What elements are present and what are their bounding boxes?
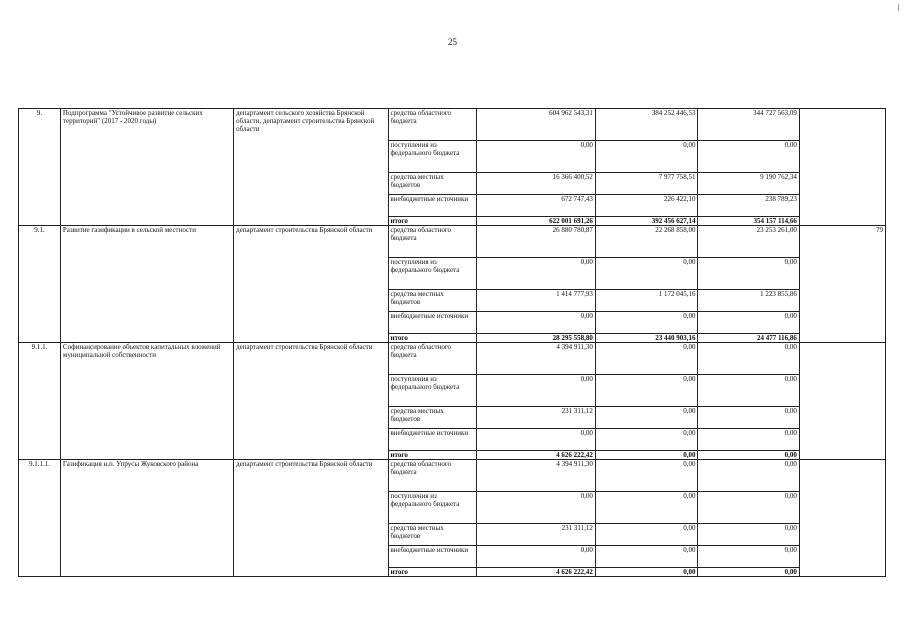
funding-source: итого	[388, 217, 476, 226]
amount-year-1: 0,00	[476, 429, 595, 451]
amount-year-2: 1 172 045,16	[595, 290, 698, 312]
amount-year-1: 231 311,12	[476, 524, 595, 546]
amount-year-3: 0,00	[698, 429, 799, 451]
amount-year-1: 0,00	[476, 141, 595, 173]
indicator-code	[799, 460, 885, 577]
funding-source: внебюджетные источники	[388, 546, 476, 568]
amount-year-3: 0,00	[698, 492, 799, 524]
funding-source: средства местных бюджетов	[388, 290, 476, 312]
amount-year-2: 0,00	[595, 343, 698, 375]
funding-source: внебюджетные источники	[388, 195, 476, 217]
amount-year-3: 238 789,23	[698, 195, 799, 217]
funding-source: средства областного бюджета	[388, 109, 476, 141]
amount-year-2: 0,00	[595, 407, 698, 429]
executor-cell: департамент строительства Брянской области	[234, 226, 388, 343]
funding-source: поступления из федерального бюджета	[388, 258, 476, 290]
funding-source: итого	[388, 451, 476, 460]
item-number: 9.1.1.	[19, 343, 61, 460]
amount-year-3: 0,00	[698, 451, 799, 460]
indicator-code	[799, 109, 885, 226]
amount-year-2: 0,00	[595, 258, 698, 290]
amount-year-3: 0,00	[698, 141, 799, 173]
amount-year-1: 16 366 400,52	[476, 173, 595, 195]
amount-year-3: 0,00	[698, 375, 799, 407]
amount-year-1: 1 414 777,93	[476, 290, 595, 312]
item-name: Софинансирование объектов капитальных вложений муниципальной собственности	[60, 343, 233, 460]
amount-year-3: 0,00	[698, 343, 799, 375]
amount-year-3: 1 223 855,86	[698, 290, 799, 312]
amount-year-2: 0,00	[595, 460, 698, 492]
funding-source: поступления из федерального бюджета	[388, 141, 476, 173]
amount-year-3: 0,00	[698, 546, 799, 568]
amount-year-2: 226 422,10	[595, 195, 698, 217]
amount-year-1: 231 311,12	[476, 407, 595, 429]
amount-year-1: 28 295 558,80	[476, 334, 595, 343]
funding-source: средства областного бюджета	[388, 226, 476, 258]
amount-year-1: 0,00	[476, 312, 595, 334]
amount-year-2: 0,00	[595, 312, 698, 334]
funding-source: средства местных бюджетов	[388, 173, 476, 195]
funding-source: итого	[388, 334, 476, 343]
item-number: 9.1.1.1.	[19, 460, 61, 577]
amount-year-3: 0,00	[698, 312, 799, 334]
amount-year-2: 22 268 858,00	[595, 226, 698, 258]
amount-year-1: 4 626 222,42	[476, 568, 595, 577]
table-row	[19, 226, 886, 258]
amount-year-2: 0,00	[595, 375, 698, 407]
indicator-code	[799, 343, 885, 460]
item-name: Развитие газификации в сельской местности	[60, 226, 233, 343]
funding-source: внебюджетные источники	[388, 429, 476, 451]
executor-cell: департамент сельского хозяйства Брянской области, департамент строительства Брянской области	[234, 109, 388, 226]
budget-table-body	[19, 109, 886, 577]
amount-year-2: 392 456 627,14	[595, 217, 698, 226]
item-name: Газификация н.п. Упрусы Жуковского района	[60, 460, 233, 577]
amount-year-2: 0,00	[595, 568, 698, 577]
amount-year-3: 0,00	[698, 568, 799, 577]
amount-year-1: 4 626 222,42	[476, 451, 595, 460]
amount-year-2: 0,00	[595, 451, 698, 460]
indicator-code: 79	[799, 226, 885, 343]
amount-year-3: 24 477 116,86	[698, 334, 799, 343]
amount-year-1: 0,00	[476, 546, 595, 568]
amount-year-1: 672 747,43	[476, 195, 595, 217]
funding-source: поступления из федерального бюджета	[388, 375, 476, 407]
amount-year-3: 9 190 762,34	[698, 173, 799, 195]
amount-year-3: 344 727 563,09	[698, 109, 799, 141]
amount-year-1: 0,00	[476, 492, 595, 524]
funding-source: средства местных бюджетов	[388, 407, 476, 429]
table-row	[19, 109, 886, 141]
funding-source: итого	[388, 568, 476, 577]
amount-year-3: 0,00	[698, 460, 799, 492]
amount-year-2: 23 440 903,16	[595, 334, 698, 343]
budget-table	[18, 108, 886, 577]
amount-year-2: 0,00	[595, 492, 698, 524]
amount-year-2: 0,00	[595, 546, 698, 568]
amount-year-2: 0,00	[595, 524, 698, 546]
item-number: 9.1.	[19, 226, 61, 343]
amount-year-3: 23 253 261,00	[698, 226, 799, 258]
amount-year-2: 0,00	[595, 141, 698, 173]
amount-year-1: 0,00	[476, 375, 595, 407]
item-name: Подпрограмма "Устойчивое развитие сельских территорий" (2017 - 2020 годы)	[60, 109, 233, 226]
executor-cell: департамент строительства Брянской области	[234, 460, 388, 577]
table-row	[19, 343, 886, 375]
amount-year-1: 604 962 543,31	[476, 109, 595, 141]
item-number: 9.	[19, 109, 61, 226]
amount-year-1: 4 394 911,30	[476, 343, 595, 375]
executor-cell: департамент строительства Брянской области	[234, 343, 388, 460]
amount-year-1: 0,00	[476, 258, 595, 290]
amount-year-1: 4 394 911,30	[476, 460, 595, 492]
amount-year-3: 0,00	[698, 407, 799, 429]
amount-year-2: 7 977 758,51	[595, 173, 698, 195]
funding-source: внебюджетные источники	[388, 312, 476, 334]
corner-mark	[898, 4, 899, 11]
amount-year-1: 622 001 691,26	[476, 217, 595, 226]
amount-year-3: 354 157 114,66	[698, 217, 799, 226]
funding-source: средства областного бюджета	[388, 460, 476, 492]
table-row	[19, 460, 886, 492]
page-number: 25	[448, 37, 457, 47]
funding-source: средства областного бюджета	[388, 343, 476, 375]
amount-year-3: 0,00	[698, 524, 799, 546]
amount-year-1: 26 880 780,87	[476, 226, 595, 258]
funding-source: поступления из федерального бюджета	[388, 492, 476, 524]
amount-year-3: 0,00	[698, 258, 799, 290]
funding-source: средства местных бюджетов	[388, 524, 476, 546]
amount-year-2: 0,00	[595, 429, 698, 451]
amount-year-2: 384 252 446,53	[595, 109, 698, 141]
